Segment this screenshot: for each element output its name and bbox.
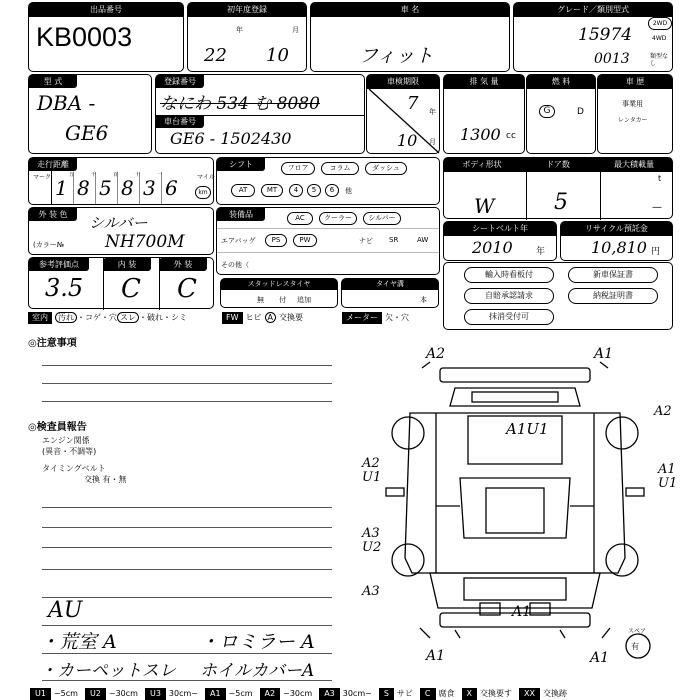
inspection-year: 7 [407, 93, 419, 114]
inspection-year-label: 年 [429, 108, 436, 116]
timing-sub: 交換 有・無 [84, 475, 127, 484]
score-div1 [103, 258, 104, 310]
legend-key: C [420, 688, 436, 700]
legend-key: A2 [260, 688, 281, 700]
engine-label: エンジン関係 [42, 436, 90, 445]
studless-none: 無 [257, 296, 264, 304]
inspector-line [42, 597, 332, 598]
interior-tear: ・破れ・シミ [139, 313, 187, 322]
tire-unit: 本 [420, 296, 427, 304]
business-use: 事業用 [622, 100, 643, 108]
equip-silver: シルバー [363, 212, 401, 225]
class-number: 0013 [594, 51, 630, 67]
doc-tax: 納税証明書 [568, 288, 658, 304]
legend-key: U2 [85, 688, 106, 700]
mark-front-left: A2 [426, 346, 446, 362]
color-box [28, 207, 214, 255]
color-value: シルバー [89, 214, 148, 232]
odometer-digit: 3 [143, 176, 156, 200]
body-div1 [526, 172, 527, 220]
spare-value: 有 [631, 642, 639, 651]
tire-box [341, 278, 439, 308]
notes-title: ◎注意事項 [28, 338, 77, 349]
hand-note-3: ・ロミラー A [200, 631, 315, 653]
rental-use: レンタカー [618, 117, 648, 124]
color-label: 外 装 色 [29, 208, 77, 221]
equip-pw-circled: PW [293, 234, 317, 247]
interior-bar-label: 室内 [28, 312, 52, 324]
tire-label: タイヤ溝 [342, 279, 438, 290]
shift-column: コラム [321, 162, 359, 175]
fw-bar [222, 308, 338, 328]
exterior-grade: C [177, 274, 197, 304]
inspection-label: 車検期限 [367, 75, 439, 89]
mark-rear-panel: A1 [512, 604, 532, 620]
mark-rear-left: A1 [426, 648, 446, 664]
recycle-box [560, 221, 673, 261]
odometer-unit: 一 [157, 172, 163, 178]
doors-value: 5 [554, 190, 568, 215]
fw-crack: ヒビ [245, 313, 262, 322]
interior-bar [28, 308, 214, 328]
equip-other: その他（ [221, 261, 249, 269]
odometer-unit: 千 [91, 172, 97, 178]
type-line2: GE6 [65, 121, 109, 145]
legend-value: 交換要す [479, 689, 512, 698]
hand-note-1: AU [48, 598, 83, 623]
odometer-unit: 十 [135, 172, 141, 178]
fuel-label: 燃 料 [527, 75, 595, 89]
recycle-label: リサイクル預託金 [561, 222, 672, 236]
legend-key: A3 [319, 688, 340, 700]
displacement-unit: cc [506, 131, 516, 141]
body-div2 [600, 172, 601, 220]
lot-label: 出品番号 [29, 3, 183, 17]
odometer-digit: 8 [121, 176, 134, 200]
chassis-label: 車台番号 [156, 115, 204, 128]
lot-number: KB0003 [36, 22, 133, 52]
fw-replace: 交換要 [279, 313, 303, 322]
mark-divider [51, 171, 52, 205]
notes-line [42, 401, 332, 402]
inspector-line [42, 625, 332, 626]
legend-value: 30cm~ [342, 689, 372, 698]
body-box [443, 157, 673, 219]
studless-label: スタッドレスタイヤ [221, 279, 337, 290]
shift-dash: ダッシュ [365, 162, 407, 175]
shift-mt: MT [261, 184, 283, 197]
studless-with: 付 [279, 296, 286, 304]
month-label: 月 [292, 26, 299, 34]
type-line1: DBA - [37, 91, 96, 115]
mark-left-low2: U2 [362, 540, 382, 555]
spare-label: スペア [628, 628, 647, 635]
meter-hole: 穴 [401, 313, 409, 322]
equip-cooler: クーラー [319, 212, 357, 225]
legend-value: サビ [396, 689, 413, 698]
legend-key: XX [519, 688, 540, 700]
seatbelt-year: 2010 [472, 238, 513, 257]
odometer-digit: 8 [77, 176, 90, 200]
mile-unit: マイル [197, 174, 215, 181]
doc-jibai: 自賠承認請求 [464, 288, 554, 304]
studless-add: 追加 [297, 296, 311, 304]
displacement-label: 排 気 量 [444, 75, 524, 89]
capacity-label: 最大積載量 [614, 160, 654, 169]
odometer-unit: 百 [113, 172, 119, 178]
doc-deregister: 抹消受付可 [464, 309, 554, 325]
timing-label: タイミングベルト [42, 464, 106, 473]
name-box [310, 2, 510, 72]
equip-navi: ナビ [359, 237, 373, 245]
first-reg-label: 初年度登録 [188, 3, 306, 17]
fw-a-circled: A [265, 312, 276, 323]
drive-4wd: 4WD [652, 35, 667, 42]
name-label: 車 名 [311, 3, 509, 17]
fw-label: FW [222, 312, 243, 324]
mark-left-low: A3 [362, 526, 380, 541]
interior-label: 内 装 [103, 258, 151, 271]
legend-value: 腐食 [438, 689, 455, 698]
first-reg-month: 10 [266, 45, 289, 66]
reg-label: 登録番号 [156, 75, 204, 88]
vehicle-cat-label: 車 歴 [598, 75, 672, 89]
legend-value: 交換跡 [542, 689, 567, 698]
equip-box [216, 207, 440, 275]
legend-key: U3 [145, 688, 166, 700]
score-value: 3.5 [45, 274, 84, 302]
meter-bar [342, 308, 440, 328]
equip-aw: AW [417, 236, 429, 244]
hand-note-5: ホイルカバーA [200, 661, 315, 681]
capacity-unit: t [658, 174, 662, 183]
legend-key: X [462, 688, 477, 700]
meter-dot: ・ [393, 313, 401, 322]
legend-value: 30cm~ [168, 689, 198, 698]
first-reg-year: 22 [204, 45, 227, 66]
mark-rear-right: A1 [590, 650, 610, 666]
equip-row-line2 [217, 252, 439, 253]
inspection-month: 10 [397, 131, 418, 150]
mark-left-mid: A2 [362, 456, 380, 471]
legend-value: ~5cm [53, 689, 78, 698]
mark-right-mid2: U1 [658, 476, 678, 491]
doc-import-plate: 輸入時看板付 [464, 267, 554, 283]
interior-scuff-circled: スレ [117, 312, 139, 323]
gear-4: 4 [289, 184, 303, 197]
odometer-digit: 6 [165, 176, 178, 200]
fuel-gas-circled: G [539, 105, 555, 118]
odometer-digit: 5 [99, 176, 112, 200]
first-reg-box [187, 2, 307, 72]
vehicle-cat-box [597, 74, 673, 154]
shift-label: シフト [217, 158, 265, 171]
drive-2wd-circled: 2WD [648, 17, 672, 30]
engine-sub: (異音・不調等) [42, 447, 97, 456]
displacement-value: 1300 [460, 125, 501, 144]
interior-grade: C [121, 274, 141, 304]
hand-note-2: ・荒室 A [40, 631, 117, 653]
fuel-box [526, 74, 596, 154]
recycle-value: 10,810 [591, 238, 647, 257]
year-label: 年 [236, 26, 243, 34]
legend-value: ~30cm [283, 689, 313, 698]
equip-airbag: エアバッグ [221, 237, 256, 245]
inspector-line [42, 507, 332, 508]
color-code-label: (カラー№ [33, 241, 65, 249]
damage-legend [30, 688, 574, 700]
inspector-line [42, 547, 332, 548]
reg-number: なにわ 534 む 8080 [160, 94, 320, 114]
legend-value: ~5cm [228, 689, 253, 698]
mark-left-bottom: A3 [362, 584, 380, 599]
legend-key: S [379, 688, 394, 700]
doc-warranty-circled: 新車保証書 [568, 267, 658, 283]
mark-front-right: A1 [594, 346, 614, 362]
equip-ac-circled: AC [287, 212, 313, 225]
doors-label: ドア数 [546, 160, 570, 169]
car-diagram [360, 338, 680, 688]
mark-label: マーク [33, 174, 52, 181]
meter-label: メーター [342, 312, 382, 324]
body-value: W [474, 194, 495, 218]
type-none: 類型なし [650, 53, 669, 67]
inspector-title: ◎検査員報告 [28, 422, 87, 433]
shift-floor: フロア [281, 162, 315, 175]
mark-right-upper: A2 [654, 404, 672, 419]
grade-label: グレード／類別型式 [514, 3, 672, 17]
fuel-diesel: D [577, 107, 584, 117]
interior-dirt-circled: 汚れ [55, 312, 77, 323]
color-code: NH700M [105, 232, 185, 252]
body-label: ボディ形状 [462, 160, 502, 169]
notes-line [42, 365, 332, 366]
chassis-number: GE6 - 1502430 [170, 129, 292, 148]
equip-sr: SR [389, 236, 399, 244]
studless-box [220, 278, 338, 308]
notes-line [42, 383, 332, 384]
displacement-box [443, 74, 525, 154]
gear-6: 6 [325, 184, 339, 197]
equip-row-line [217, 228, 439, 229]
equip-label: 装備品 [217, 208, 265, 221]
legend-key: U1 [30, 688, 51, 700]
docs-box [443, 262, 673, 330]
equip-ps-circled: PS [265, 234, 287, 247]
model-number: 15974 [578, 25, 633, 45]
mark-roof: A1U1 [506, 420, 549, 438]
capacity-value: — [652, 202, 662, 213]
reg-box [155, 74, 365, 154]
score-label: 参考評価点 [29, 258, 89, 271]
body-header [444, 158, 672, 172]
meter-missing: 欠 [385, 313, 393, 322]
mark-right-mid: A1 [658, 462, 676, 477]
car-name: フィット [359, 45, 434, 67]
legend-value: ~30cm [108, 689, 138, 698]
hand-note-4: ・カーペットスレ [40, 661, 176, 681]
km-unit-circled: km [195, 186, 211, 199]
type-label: 型 式 [29, 75, 77, 88]
seatbelt-box [443, 221, 557, 261]
gear-other: 他 [345, 187, 352, 195]
score-box [28, 257, 214, 309]
gear-5: 5 [307, 184, 321, 197]
inspection-box [366, 74, 440, 154]
interior-burn: ・コゲ・穴 [77, 313, 117, 322]
score-div2 [159, 258, 160, 310]
inspector-line [42, 527, 332, 528]
seatbelt-label: シートベルト年 [444, 222, 556, 236]
recycle-unit: 円 [651, 247, 661, 257]
inspection-month-label: 月 [429, 138, 436, 146]
mileage-box [28, 157, 214, 205]
mark-left-mid2: U1 [362, 470, 382, 485]
shift-at-circled: AT [231, 184, 255, 197]
mileage-label: 走行距離 [29, 158, 77, 171]
exterior-label: 外 装 [159, 258, 207, 271]
type-box [28, 74, 152, 154]
inspector-line [42, 569, 332, 570]
shift-box [216, 157, 440, 205]
odometer-unit: 万 [69, 172, 75, 178]
odometer-digit: 1 [55, 176, 68, 200]
legend-key: A1 [205, 688, 226, 700]
seatbelt-unit: 年 [536, 247, 546, 257]
grade-box [513, 2, 673, 72]
